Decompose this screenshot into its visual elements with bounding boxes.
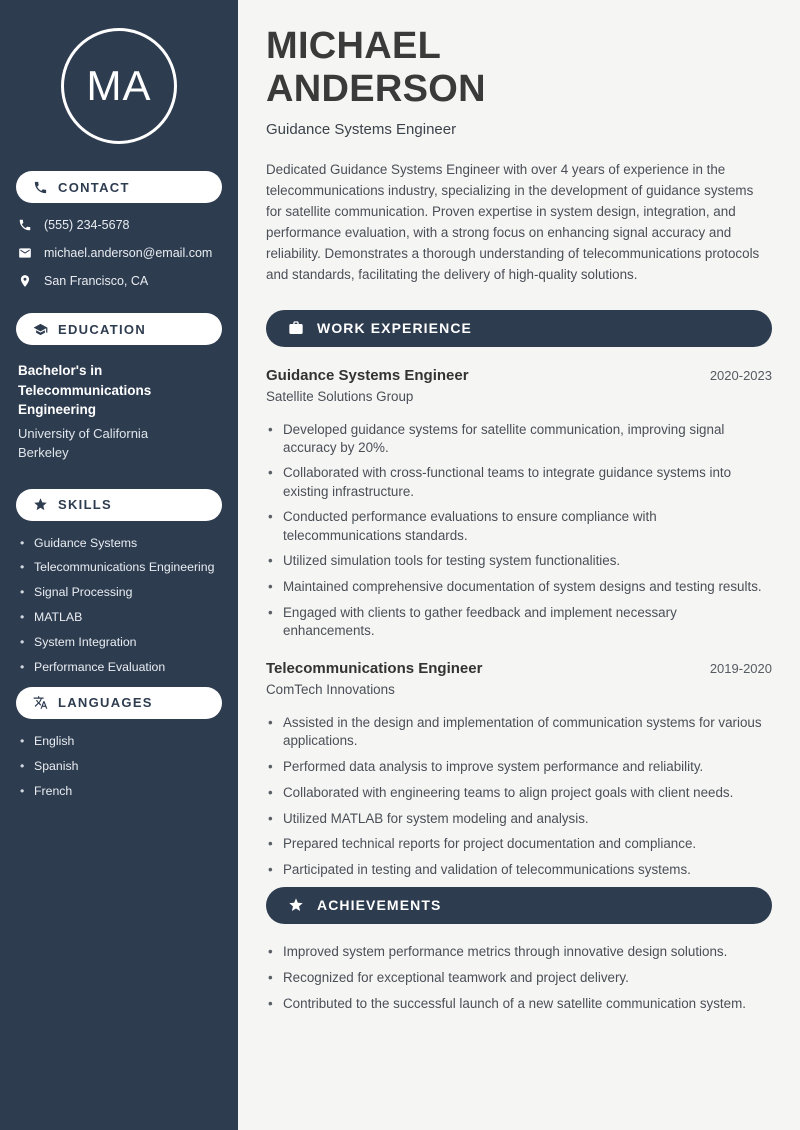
school-line-2: Berkeley: [18, 445, 69, 461]
work-experience-section-header: [266, 310, 772, 347]
contact-phone: [18, 218, 220, 232]
candidate-job-title: Guidance Systems Engineer: [266, 121, 457, 139]
work-experience-header-label: WORK EXPERIENCE: [317, 320, 472, 337]
star-icon: [288, 897, 304, 913]
degree-title: Bachelor's in Telecommunications Engineering: [18, 363, 152, 418]
job-bullet: • Utilized MATLAB for system modeling and analysis.: [266, 810, 772, 828]
avatar: [61, 28, 177, 144]
avatar-initials: MA: [86, 62, 152, 109]
briefcase-icon: [288, 320, 304, 336]
contact-list: [18, 218, 220, 288]
contact-phone-value: (555) 234-5678: [44, 218, 130, 232]
job-header: [266, 660, 772, 677]
education-section-header: [16, 313, 222, 345]
contact-header-label: CONTACT: [58, 179, 130, 195]
language-item: • English: [20, 735, 222, 747]
job-bullet-list: [266, 714, 772, 879]
contact-location: [18, 274, 220, 288]
skill-item: • Signal Processing: [20, 586, 222, 598]
translate-icon: [33, 695, 48, 710]
job-bullet: • Collaborated with cross-functional teams to integrate guidance systems into existing infrastructure.: [266, 464, 772, 500]
contact-email: [18, 246, 220, 260]
job-bullet: • Prepared technical reports for project documentation and compliance.: [266, 835, 772, 853]
contact-section-header: [16, 171, 222, 203]
job-bullet: • Participated in testing and validation of telecommunications systems.: [266, 861, 772, 879]
phone-icon: [18, 218, 32, 232]
job-dates: 2019-2020: [709, 661, 772, 677]
achievement-item: • Contributed to the successful launch of a new satellite communication system.: [266, 995, 772, 1013]
mail-icon: [18, 246, 32, 260]
job-entry: [266, 367, 772, 641]
achievement-item: • Improved system performance metrics through innovative design solutions.: [266, 943, 772, 961]
school-name: [18, 424, 220, 463]
skills-section-header: [16, 489, 222, 521]
name-line-2: ANDERSON: [266, 67, 486, 110]
skill-item: • Telecommunications Engineering: [20, 561, 222, 573]
job-bullet: • Collaborated with engineering teams to align project goals with client needs.: [266, 784, 772, 802]
candidate-name: [266, 25, 772, 110]
job-bullet: • Maintained comprehensive documentation of system designs and testing results.: [266, 578, 772, 596]
job-bullet: • Performed data analysis to improve system performance and reliability.: [266, 758, 772, 776]
achievements-list: [266, 943, 772, 1014]
skill-item: • MATLAB: [20, 611, 222, 623]
job-bullet: • Assisted in the design and implementation of communication systems for various applications.: [266, 714, 772, 750]
education-header-label: EDUCATION: [58, 321, 147, 337]
job-company: ComTech Innovations: [266, 682, 395, 698]
job-bullet: • Engaged with clients to gather feedback and implement necessary enhancements.: [266, 604, 772, 640]
achievements-header-label: ACHIEVEMENTS: [317, 897, 442, 914]
main-content: [238, 0, 800, 1130]
location-icon: [18, 274, 32, 288]
languages-list: [16, 735, 222, 797]
skills-header-label: SKILLS: [58, 497, 113, 513]
job-bullet: • Utilized simulation tools for testing system functionalities.: [266, 552, 772, 570]
star-icon: [33, 497, 48, 512]
job-bullet: • Conducted performance evaluations to ensure compliance with telecommunications standards.: [266, 508, 772, 544]
job-dates: 2020-2023: [709, 367, 772, 383]
summary-paragraph: Dedicated Guidance Systems Engineer with over 4 years of experience in the telecommunications industry, specializing in the development of guidance systems for satellite communication. Proven expertise in system design, integration, and performance evaluation, with a strong focus on enhancing signal accuracy and reliability. Demonstrates a thorough understanding of telecommunications protocols and standards, facilitating the delivery of high-quality solutions.: [266, 162, 760, 282]
languages-section-header: [16, 687, 222, 719]
language-item: • French: [20, 785, 222, 797]
education-entry: [18, 361, 220, 463]
languages-header-label: LANGUAGES: [58, 695, 153, 711]
skills-list: [16, 537, 222, 673]
sidebar: [0, 0, 238, 1130]
job-bullet-list: [266, 421, 772, 641]
skill-item: • Performance Evaluation: [20, 661, 222, 673]
skill-item: • System Integration: [20, 636, 222, 648]
job-bullet: • Developed guidance systems for satellite communication, improving signal accuracy by 20%.: [266, 421, 772, 457]
name-line-1: MICHAEL: [266, 25, 442, 67]
skill-item: • Guidance Systems: [20, 537, 222, 549]
job-entry: [266, 660, 772, 879]
job-company: Satellite Solutions Group: [266, 388, 414, 404]
language-item: • Spanish: [20, 760, 222, 772]
job-header: [266, 367, 772, 384]
phone-icon: [33, 180, 48, 195]
contact-location-value: San Francisco, CA: [44, 274, 149, 288]
achievements-section-header: [266, 887, 772, 924]
achievement-item: • Recognized for exceptional teamwork and project delivery.: [266, 969, 772, 987]
contact-email-value: michael.anderson@email.com: [44, 246, 213, 260]
job-title: Telecommunications Engineer: [266, 660, 483, 678]
graduation-cap-icon: [33, 322, 48, 337]
school-line-1: University of California: [18, 425, 149, 441]
job-title: Guidance Systems Engineer: [266, 366, 469, 384]
